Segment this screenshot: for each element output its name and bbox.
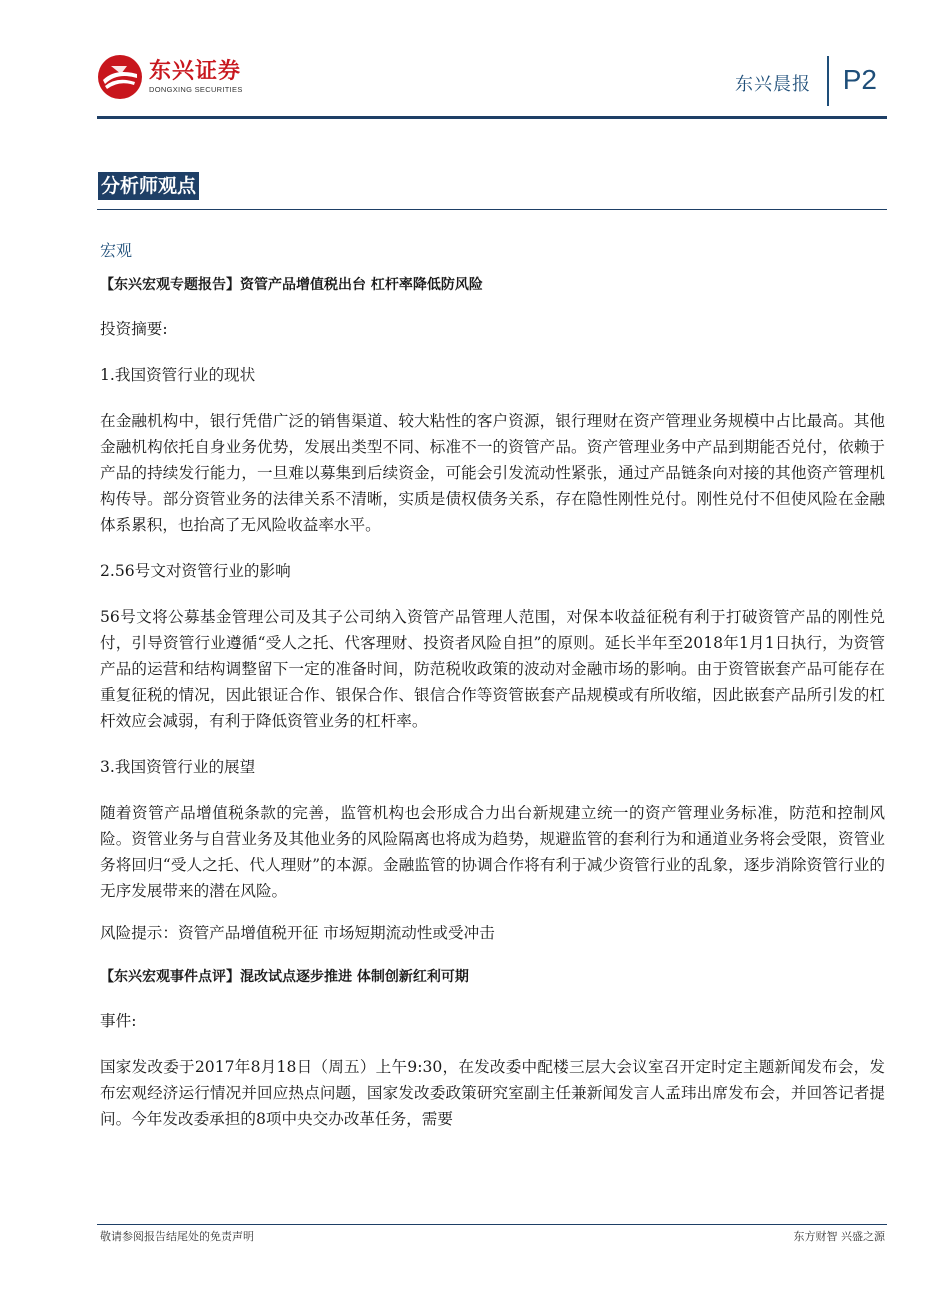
article1-heading-1: 1.我国资管行业的现状 (100, 366, 256, 384)
footer-slogan: 东方财智 兴盛之源 (793, 1230, 885, 1243)
article1-paragraph-1: 在金融机构中，银行凭借广泛的销售渠道、较大粘性的客户资源，银行理财在资产管理业务规模中占比最高。其他金融机构依托自身业务优势，发展出类型不同、标准不一的资管产品。资产管理业务中产品到期能否兑付，依赖于产品的持续发行能力，一旦难以募集到后续资金，可能会引发流动性紧张，通过产品链条向对接的其他资产管理机构传导。部分资管业务的法律关系不清晰，实质是债权债务关系，存在隐性刚性兑付。刚性兑付不但使风险在金融体系累积，也抬高了无风险收益率水平。 (100, 412, 885, 534)
dongxing-logo-icon (97, 54, 143, 100)
page-header (97, 48, 887, 118)
footer-rule (97, 1224, 887, 1225)
report-name: 东兴晨报 (735, 74, 811, 95)
article2-event-label: 事件: (100, 1012, 137, 1030)
brand-text (149, 59, 243, 95)
article1-paragraph-2: 56号文将公募基金管理公司及其子公司纳入资管产品管理人范围，对保本收益征税有利于打破资管产品的刚性兑付，引导资管行业遵循“受人之托、代客理财、投资者风险自担”的原则。延长半年至2018年1月1日执行，为资管产品的运营和结构调整留下一定的准备时间，防范税收政策的波动对金融市场的影响。由于资管嵌套产品可能存在重复征税的情况，因此银证合作、银保合作、银信合作等资管嵌套产品规模或有所收缩，因此嵌套产品所引发的杠杆效应会减弱，有利于降低资管业务的杠杆率。 (100, 608, 885, 730)
header-divider (827, 56, 829, 106)
article1-risk-note: 风险提示：资管产品增值税开征 市场短期流动性或受冲击 (100, 924, 495, 942)
brand-logo (97, 54, 243, 100)
main-content (100, 274, 885, 1132)
section-rule (97, 209, 887, 210)
article2-title: 【东兴宏观事件点评】混改试点逐步推进 体制创新红利可期 (100, 969, 469, 985)
brand-name-en: DONGXING SECURITIES (149, 85, 243, 94)
footer-disclaimer: 敬请参阅报告结尾处的免责声明 (100, 1230, 254, 1243)
header-rule (97, 116, 887, 119)
article1-heading-2: 2.56号文对资管行业的影响 (100, 562, 291, 580)
section-title: 分析师观点 (98, 172, 199, 200)
page-number: P2 (842, 64, 877, 95)
brand-name-cn: 东兴证券 (149, 59, 242, 84)
article1-heading-3: 3.我国资管行业的展望 (100, 758, 256, 776)
subsection-title: 宏观 (100, 241, 133, 260)
article1-title: 【东兴宏观专题报告】资管产品增值税出台 杠杆率降低防风险 (100, 277, 483, 293)
article1-summary-label: 投资摘要: (100, 320, 168, 338)
article2-paragraph-1: 国家发改委于2017年8月18日（周五）上午9:30，在发改委中配楼三层大会议室召开定时定主题新闻发布会，发布宏观经济运行情况并回应热点问题，国家发改委政策研究室副主任兼新闻发言人孟玮出席发布会，并回答记者提问。今年发改委承担的8项中央交办改革任务，需要 (100, 1058, 885, 1128)
article1-paragraph-3: 随着资管产品增值税条款的完善，监管机构也会形成合力出台新规建立统一的资产管理业务标准，防范和控制风险。资管业务与自营业务及其他业务的风险隔离也将成为趋势，规避监管的套利行为和通道业务将会受限，资管业务将回归“受人之托、代人理财”的本源。金融监管的协调合作将有利于减少资管行业的乱象，逐步消除资管行业的无序发展带来的潜在风险。 (100, 804, 885, 900)
